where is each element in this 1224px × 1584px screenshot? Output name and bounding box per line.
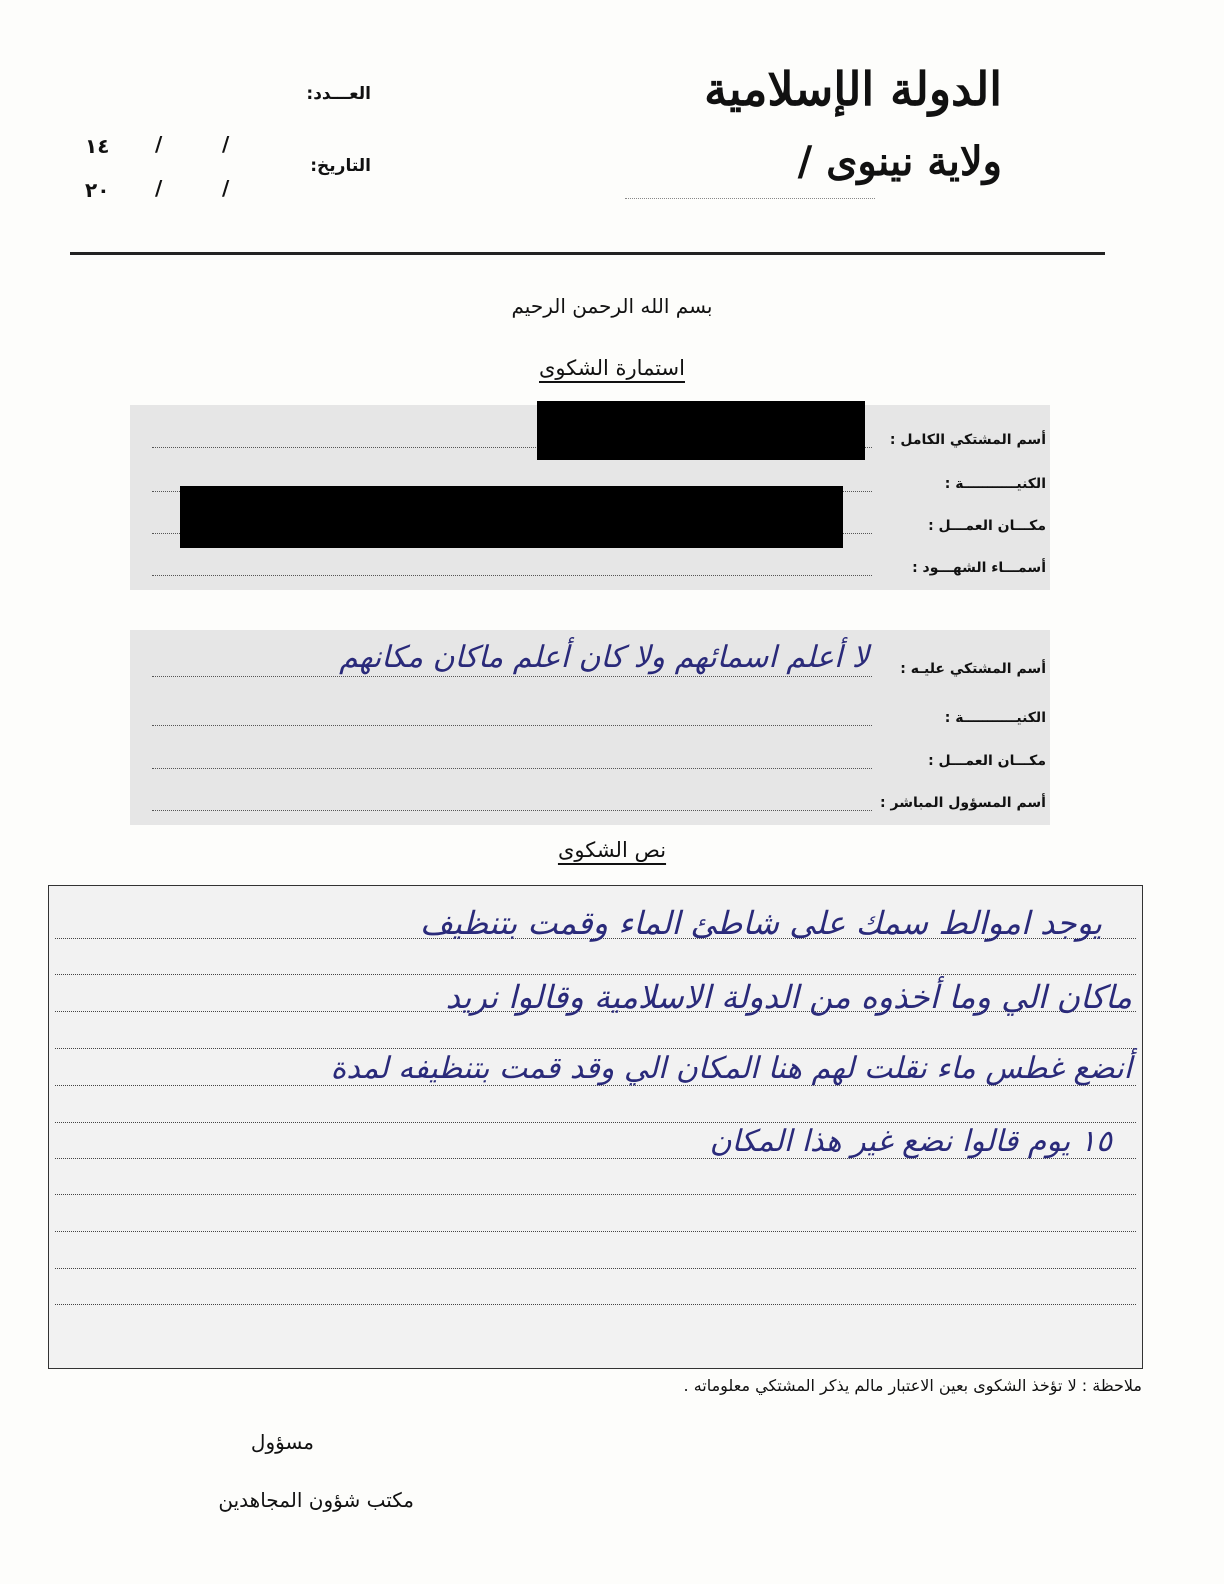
redaction-box [537,401,865,460]
date-gregorian-year: ٢٠ [85,178,110,202]
province-blank-line [625,198,875,199]
complaint-line: ماكان الي وما أخذوه من الدولة الاسلامية وقالوا نريد [445,978,1132,1016]
field-label: الكنيـــــــــــة : [944,710,1046,726]
fill-line [152,707,872,726]
field-label: أسم المشتكي عليـه : [900,661,1046,677]
date-gregorian-sep: / [155,176,163,200]
logo-islamic-state: الدولة الإسلامية [704,62,1002,116]
header-divider [70,252,1105,255]
date-hijri-sep: / [155,132,163,156]
field-label: أسمـــاء الشهـــود : [912,560,1046,576]
date-label: التاريخ: [310,156,371,176]
complaint-line: أنضع غطس ماء نقلت لهم هنا المكان الي وقد قمت بتنظيفه لمدة [330,1051,1132,1086]
complaint-title: نص الشكوى [557,838,667,862]
footnote: ملاحظة : لا تؤخذ الشكوى بعين الاعتبار مالم يذكر المشتكي معلوماته . [683,1376,1142,1395]
accused-nickname-field [152,702,1046,726]
field-label: أسم المسؤول المباشر : [880,795,1046,811]
fill-line [152,750,872,769]
field-label: مكـــان العمـــل : [928,753,1046,769]
field-label: الكنيـــــــــــة : [944,476,1046,492]
fill-line [152,557,872,576]
signature-office: مكتب شؤون المجاهدين [218,1488,414,1512]
field-label: أسم المشتكي الكامل : [889,432,1046,448]
fill-line [152,792,872,811]
date-gregorian-sep: / [222,176,230,200]
complaint-line: يوجد اموالط سمك على شاطئ الماء وقمت بتنظيف [420,904,1102,942]
date-hijri-sep: / [222,132,230,156]
redaction-box [180,486,843,548]
complaint-line: ١٥ يوم قالوا نضع غير هذا المكان [709,1124,1112,1159]
basmala: بسم الله الرحمن الرحيم [511,294,713,318]
accused-supervisor-field [152,787,1046,811]
signature-title: مسؤول [250,1430,314,1454]
logo-wilayat-ninawa: ولاية نينوى / [797,138,1002,185]
complaint-text-box [48,885,1143,1369]
complainant-witnesses-field [152,552,1046,576]
number-label: العـــدد: [306,84,371,104]
accused-workplace-field [152,745,1046,769]
form-title: استمارة الشكوى [539,356,685,380]
date-hijri-year: ١٤ [85,134,110,158]
accused-name-handwriting: لا أعلم اسمائهم ولا كان أعلم ماكان مكانهم [339,640,869,675]
field-label: مكـــان العمـــل : [928,518,1046,534]
